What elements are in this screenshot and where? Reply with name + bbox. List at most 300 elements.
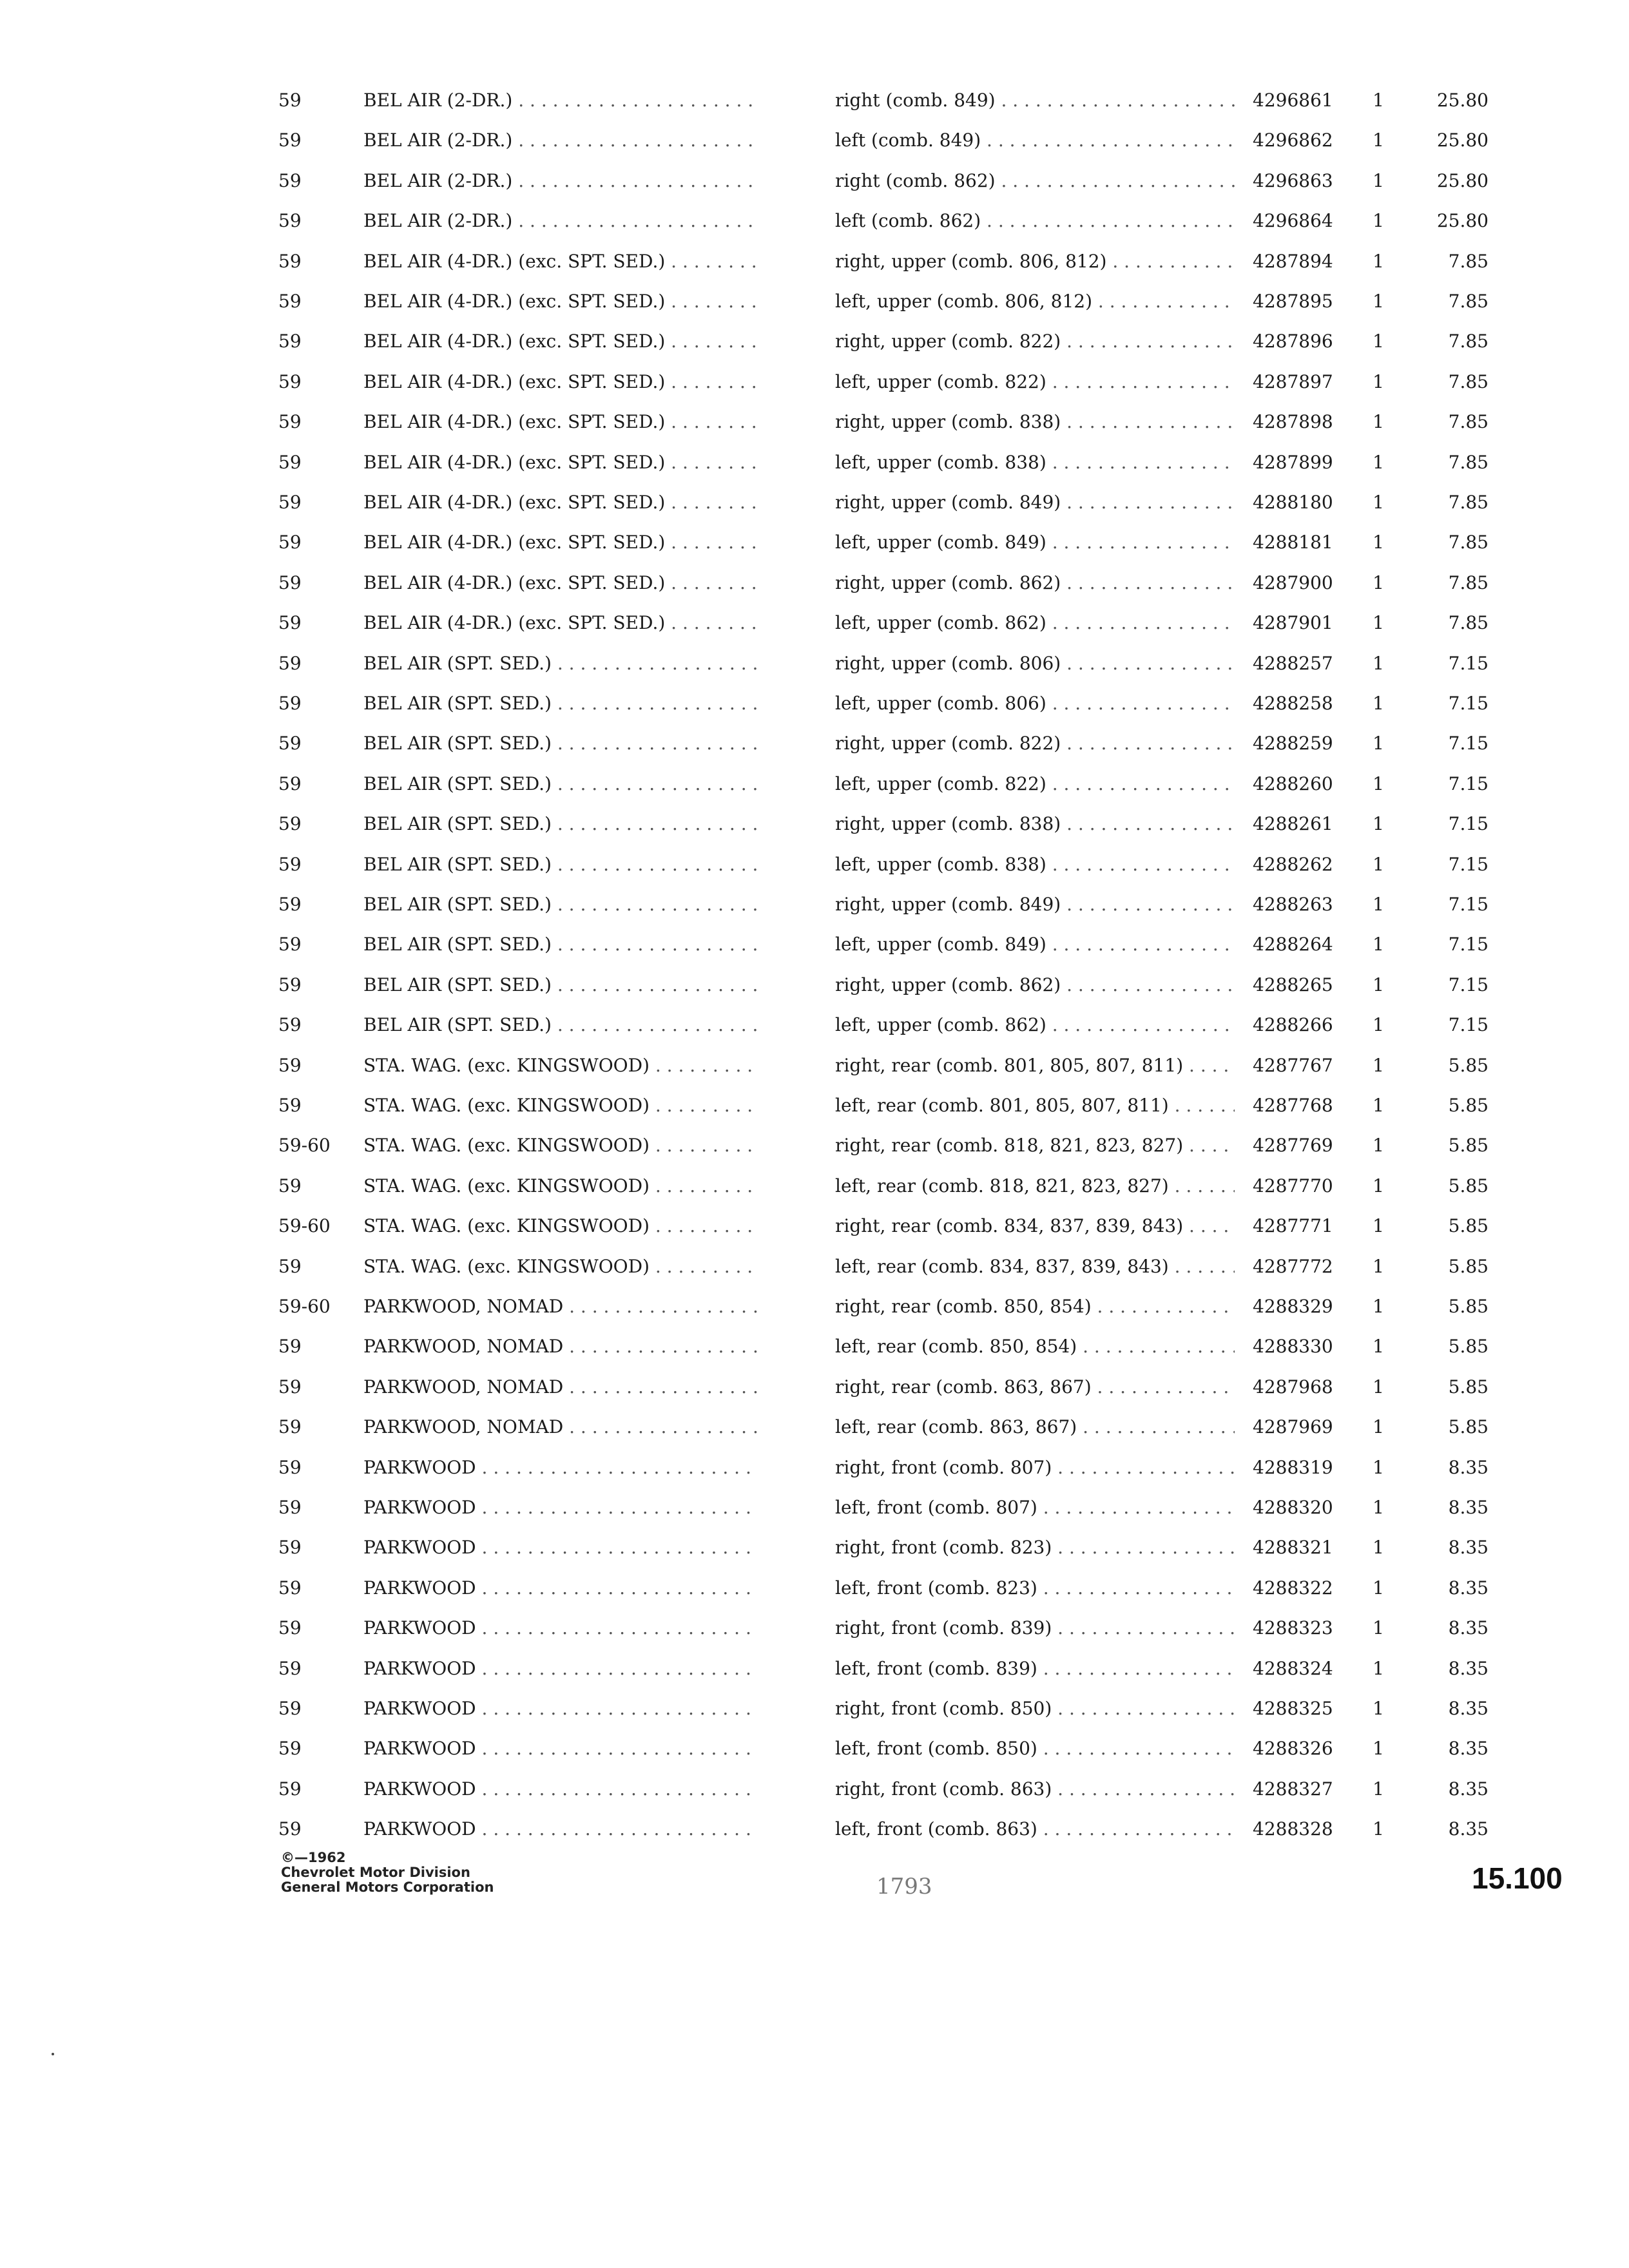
- row-model: BEL AIR (4-DR.) (exc. SPT. SED.) . . .: [363, 523, 758, 562]
- row-year: 59: [278, 130, 302, 151]
- row-model: BEL AIR (4-DR.) (exc. SPT. SED.) . . .: [363, 443, 758, 482]
- row-description: right, upper (comb. 822) . . .: [835, 322, 1235, 361]
- row-model: BEL AIR (SPT. SED.) . . .: [363, 845, 758, 884]
- table-row: [0, 1689, 1629, 1728]
- table-row: [0, 202, 1629, 240]
- table-row: [0, 1408, 1629, 1446]
- row-description: left, rear (comb. 801, 805, 807, 811) . . .: [835, 1086, 1235, 1125]
- table-row: [0, 1448, 1629, 1487]
- row-description: right, upper (comb. 862) . . .: [835, 966, 1235, 1004]
- row-part-number: 4288328: [1253, 1818, 1333, 1840]
- row-part-number: 4287895: [1253, 291, 1333, 312]
- row-part-number: 4287768: [1253, 1095, 1333, 1116]
- row-quantity: 1: [1373, 130, 1384, 151]
- row-part-number: 4287897: [1253, 371, 1333, 392]
- row-year: 59: [278, 1778, 302, 1800]
- table-row: [0, 1368, 1629, 1407]
- row-part-number: 4288321: [1253, 1537, 1333, 1558]
- row-description: left, upper (comb. 862) . . .: [835, 1006, 1235, 1044]
- row-price: 8.35: [1448, 1658, 1489, 1679]
- row-quantity: 1: [1373, 1055, 1384, 1076]
- table-row: [0, 403, 1629, 441]
- row-quantity: 1: [1373, 733, 1384, 754]
- row-part-number: 4288325: [1253, 1698, 1333, 1719]
- row-price: 5.85: [1448, 1256, 1489, 1277]
- row-quantity: 1: [1373, 1014, 1384, 1035]
- row-price: 5.85: [1448, 1175, 1489, 1196]
- row-model: BEL AIR (2-DR.) . . .: [363, 81, 758, 120]
- row-quantity: 1: [1373, 411, 1384, 432]
- row-year: 59: [278, 894, 302, 915]
- row-description: right, rear (comb. 818, 821, 823, 827) . . .: [835, 1126, 1235, 1165]
- row-description: left, rear (comb. 850, 854) . . .: [835, 1327, 1235, 1366]
- row-part-number: 4288265: [1253, 974, 1333, 995]
- row-model: STA. WAG. (exc. KINGSWOOD) . . .: [363, 1207, 758, 1245]
- row-year: 59: [278, 1497, 302, 1518]
- row-model: PARKWOOD . . .: [363, 1609, 758, 1648]
- row-year: 59: [278, 411, 302, 432]
- row-price: 5.85: [1448, 1376, 1489, 1398]
- row-part-number: 4287767: [1253, 1055, 1333, 1076]
- table-row: [0, 1528, 1629, 1567]
- row-year: 59: [278, 934, 302, 955]
- row-part-number: 4287899: [1253, 452, 1333, 473]
- row-price: 7.15: [1448, 693, 1489, 714]
- row-model: PARKWOOD . . .: [363, 1689, 758, 1728]
- row-price: 7.15: [1448, 974, 1489, 995]
- row-price: 8.35: [1448, 1738, 1489, 1759]
- row-price: 5.85: [1448, 1215, 1489, 1236]
- row-year: 59: [278, 210, 302, 231]
- row-quantity: 1: [1373, 251, 1384, 272]
- row-year: 59: [278, 1577, 302, 1599]
- row-quantity: 1: [1373, 693, 1384, 714]
- row-quantity: 1: [1373, 1416, 1384, 1437]
- table-row: [0, 1167, 1629, 1206]
- row-part-number: 4287969: [1253, 1416, 1333, 1437]
- row-part-number: 4288326: [1253, 1738, 1333, 1759]
- table-row: [0, 363, 1629, 401]
- row-part-number: 4288266: [1253, 1014, 1333, 1035]
- row-part-number: 4288322: [1253, 1577, 1333, 1599]
- row-price: 8.35: [1448, 1577, 1489, 1599]
- table-row: [0, 845, 1629, 884]
- row-part-number: 4288323: [1253, 1617, 1333, 1639]
- table-row: [0, 162, 1629, 200]
- row-model: STA. WAG. (exc. KINGSWOOD) . . .: [363, 1126, 758, 1165]
- row-description: right, upper (comb. 822) . . .: [835, 724, 1235, 763]
- row-part-number: 4288180: [1253, 492, 1333, 513]
- row-price: 7.15: [1448, 1014, 1489, 1035]
- row-price: 25.80: [1436, 210, 1489, 231]
- row-year: 59: [278, 251, 302, 272]
- row-model: STA. WAG. (exc. KINGSWOOD) . . .: [363, 1046, 758, 1085]
- row-model: PARKWOOD, NOMAD . . .: [363, 1287, 758, 1326]
- row-model: PARKWOOD . . .: [363, 1569, 758, 1608]
- row-part-number: 4288319: [1253, 1457, 1333, 1478]
- table-row: [0, 1086, 1629, 1125]
- row-part-number: 4287898: [1253, 411, 1333, 432]
- row-price: 5.85: [1448, 1135, 1489, 1156]
- row-part-number: 4288181: [1253, 532, 1333, 553]
- row-year: 59: [278, 1698, 302, 1719]
- table-row: [0, 765, 1629, 803]
- row-part-number: 4288324: [1253, 1658, 1333, 1679]
- row-price: 7.85: [1448, 291, 1489, 312]
- table-row: [0, 523, 1629, 562]
- row-part-number: 4287900: [1253, 572, 1333, 593]
- corporation-name: General Motors Corporation: [281, 1879, 494, 1895]
- row-part-number: 4287771: [1253, 1215, 1333, 1236]
- row-quantity: 1: [1373, 894, 1384, 915]
- row-year: 59: [278, 1336, 302, 1357]
- row-description: left, upper (comb. 838) . . .: [835, 443, 1235, 482]
- section-number: 15.100: [1472, 1861, 1563, 1895]
- row-year: 59-60: [278, 1215, 331, 1236]
- row-model: PARKWOOD . . .: [363, 1729, 758, 1768]
- row-model: PARKWOOD . . .: [363, 1528, 758, 1567]
- row-quantity: 1: [1373, 170, 1384, 191]
- table-row: [0, 483, 1629, 522]
- row-quantity: 1: [1373, 331, 1384, 352]
- row-part-number: 4288329: [1253, 1296, 1333, 1317]
- row-price: 7.15: [1448, 813, 1489, 834]
- row-quantity: 1: [1373, 532, 1384, 553]
- table-row: [0, 1207, 1629, 1245]
- row-description: left, rear (comb. 834, 837, 839, 843) . . .: [835, 1247, 1235, 1286]
- row-description: right (comb. 862) . . .: [835, 162, 1235, 200]
- row-description: right, upper (comb. 838) . . .: [835, 805, 1235, 843]
- row-description: left, rear (comb. 818, 821, 823, 827) . . .: [835, 1167, 1235, 1206]
- row-price: 8.35: [1448, 1698, 1489, 1719]
- table-row: [0, 1247, 1629, 1286]
- row-price: 5.85: [1448, 1095, 1489, 1116]
- row-model: BEL AIR (4-DR.) (exc. SPT. SED.) . . .: [363, 604, 758, 642]
- row-year: 59: [278, 693, 302, 714]
- row-price: 7.15: [1448, 653, 1489, 674]
- table-row: [0, 1488, 1629, 1527]
- table-row: [0, 1569, 1629, 1608]
- table-row: [0, 81, 1629, 120]
- table-row: [0, 1126, 1629, 1165]
- row-quantity: 1: [1373, 1497, 1384, 1518]
- row-price: 7.85: [1448, 532, 1489, 553]
- row-description: right, upper (comb. 849) . . .: [835, 885, 1235, 924]
- row-part-number: 4288330: [1253, 1336, 1333, 1357]
- row-model: PARKWOOD . . .: [363, 1448, 758, 1487]
- row-price: 25.80: [1436, 170, 1489, 191]
- row-part-number: 4288259: [1253, 733, 1333, 754]
- row-description: right, upper (comb. 806) . . .: [835, 644, 1235, 683]
- row-year: 59: [278, 371, 302, 392]
- row-price: 7.15: [1448, 773, 1489, 794]
- row-model: PARKWOOD . . .: [363, 1770, 758, 1809]
- row-quantity: 1: [1373, 1698, 1384, 1719]
- row-year: 59: [278, 974, 302, 995]
- row-year: 59: [278, 1095, 302, 1116]
- row-year: 59: [278, 1658, 302, 1679]
- row-model: BEL AIR (SPT. SED.) . . .: [363, 805, 758, 843]
- table-row: [0, 1006, 1629, 1044]
- row-part-number: 4288260: [1253, 773, 1333, 794]
- row-quantity: 1: [1373, 1256, 1384, 1277]
- row-price: 7.85: [1448, 331, 1489, 352]
- row-part-number: 4287968: [1253, 1376, 1333, 1398]
- row-description: right, upper (comb. 838) . . .: [835, 403, 1235, 441]
- row-quantity: 1: [1373, 1537, 1384, 1558]
- row-quantity: 1: [1373, 291, 1384, 312]
- row-part-number: 4288320: [1253, 1497, 1333, 1518]
- table-row: [0, 1810, 1629, 1849]
- row-part-number: 4287772: [1253, 1256, 1333, 1277]
- row-year: 59: [278, 452, 302, 473]
- row-price: 8.35: [1448, 1497, 1489, 1518]
- row-quantity: 1: [1373, 934, 1384, 955]
- row-model: PARKWOOD, NOMAD . . .: [363, 1408, 758, 1446]
- table-row: [0, 282, 1629, 321]
- row-quantity: 1: [1373, 813, 1384, 834]
- row-description: left (comb. 862) . . .: [835, 202, 1235, 240]
- row-quantity: 1: [1373, 452, 1384, 473]
- table-row: [0, 322, 1629, 361]
- row-quantity: 1: [1373, 572, 1384, 593]
- row-quantity: 1: [1373, 1175, 1384, 1196]
- row-model: BEL AIR (SPT. SED.) . . .: [363, 885, 758, 924]
- row-description: right (comb. 849) . . .: [835, 81, 1235, 120]
- row-year: 59: [278, 733, 302, 754]
- row-model: BEL AIR (4-DR.) (exc. SPT. SED.) . . .: [363, 322, 758, 361]
- row-quantity: 1: [1373, 653, 1384, 674]
- row-model: BEL AIR (SPT. SED.) . . .: [363, 765, 758, 803]
- table-row: [0, 966, 1629, 1004]
- row-price: 5.85: [1448, 1416, 1489, 1437]
- row-part-number: 4288262: [1253, 854, 1333, 875]
- row-price: 7.85: [1448, 251, 1489, 272]
- row-quantity: 1: [1373, 1457, 1384, 1478]
- row-part-number: 4287770: [1253, 1175, 1333, 1196]
- row-model: PARKWOOD . . .: [363, 1810, 758, 1849]
- row-description: left, front (comb. 823) . . .: [835, 1569, 1235, 1608]
- table-row: [0, 805, 1629, 843]
- row-model: STA. WAG. (exc. KINGSWOOD) . . .: [363, 1167, 758, 1206]
- row-part-number: 4288257: [1253, 653, 1333, 674]
- row-model: STA. WAG. (exc. KINGSWOOD) . . .: [363, 1247, 758, 1286]
- row-quantity: 1: [1373, 1095, 1384, 1116]
- row-price: 7.85: [1448, 371, 1489, 392]
- row-description: right, upper (comb. 862) . . .: [835, 564, 1235, 602]
- table-row: [0, 724, 1629, 763]
- row-quantity: 1: [1373, 1296, 1384, 1317]
- row-description: right, rear (comb. 863, 867) . . .: [835, 1368, 1235, 1407]
- row-price: 7.15: [1448, 934, 1489, 955]
- table-row: [0, 121, 1629, 160]
- copyright-year: ©—1962: [281, 1850, 346, 1865]
- table-row: [0, 1046, 1629, 1085]
- row-part-number: 4287894: [1253, 251, 1333, 272]
- row-description: left, rear (comb. 863, 867) . . .: [835, 1408, 1235, 1446]
- row-description: right, rear (comb. 834, 837, 839, 843) . . .: [835, 1207, 1235, 1245]
- row-description: right, upper (comb. 806, 812) . . .: [835, 242, 1235, 281]
- row-price: 5.85: [1448, 1336, 1489, 1357]
- row-model: BEL AIR (4-DR.) (exc. SPT. SED.) . . .: [363, 363, 758, 401]
- row-quantity: 1: [1373, 1135, 1384, 1156]
- row-price: 5.85: [1448, 1296, 1489, 1317]
- row-year: 59: [278, 532, 302, 553]
- row-price: 7.15: [1448, 894, 1489, 915]
- row-description: left, front (comb. 850) . . .: [835, 1729, 1235, 1768]
- row-price: 8.35: [1448, 1457, 1489, 1478]
- row-price: 8.35: [1448, 1617, 1489, 1639]
- row-year: 59: [278, 1055, 302, 1076]
- row-year: 59: [278, 90, 302, 111]
- row-part-number: 4296862: [1253, 130, 1333, 151]
- row-model: BEL AIR (4-DR.) (exc. SPT. SED.) . . .: [363, 483, 758, 522]
- table-row: [0, 604, 1629, 642]
- row-quantity: 1: [1373, 1818, 1384, 1840]
- row-quantity: 1: [1373, 1738, 1384, 1759]
- row-year: 59: [278, 1256, 302, 1277]
- row-description: right, front (comb. 863) . . .: [835, 1770, 1235, 1809]
- row-price: 7.85: [1448, 411, 1489, 432]
- row-year: 59-60: [278, 1296, 331, 1317]
- row-year: 59: [278, 1376, 302, 1398]
- row-year: 59: [278, 1617, 302, 1639]
- row-quantity: 1: [1373, 1658, 1384, 1679]
- row-year: 59: [278, 572, 302, 593]
- row-part-number: 4287901: [1253, 612, 1333, 633]
- row-description: left, upper (comb. 862) . . .: [835, 604, 1235, 642]
- row-model: BEL AIR (SPT. SED.) . . .: [363, 966, 758, 1004]
- row-part-number: 4288264: [1253, 934, 1333, 955]
- row-year: 59: [278, 612, 302, 633]
- row-quantity: 1: [1373, 1215, 1384, 1236]
- row-quantity: 1: [1373, 210, 1384, 231]
- row-quantity: 1: [1373, 773, 1384, 794]
- row-quantity: 1: [1373, 492, 1384, 513]
- row-year: 59: [278, 1537, 302, 1558]
- table-row: [0, 684, 1629, 723]
- row-model: BEL AIR (4-DR.) (exc. SPT. SED.) . . .: [363, 403, 758, 441]
- row-price: 8.35: [1448, 1537, 1489, 1558]
- row-year: 59: [278, 170, 302, 191]
- row-year: 59: [278, 773, 302, 794]
- row-quantity: 1: [1373, 90, 1384, 111]
- row-price: 7.85: [1448, 492, 1489, 513]
- row-description: right, rear (comb. 850, 854) . . .: [835, 1287, 1235, 1326]
- row-model: BEL AIR (2-DR.) . . .: [363, 202, 758, 240]
- table-row: [0, 242, 1629, 281]
- table-row: [0, 1609, 1629, 1648]
- row-price: 7.15: [1448, 854, 1489, 875]
- row-model: PARKWOOD . . .: [363, 1649, 758, 1688]
- row-model: BEL AIR (4-DR.) (exc. SPT. SED.) . . .: [363, 282, 758, 321]
- row-year: 59: [278, 331, 302, 352]
- row-description: right, rear (comb. 801, 805, 807, 811) . . .: [835, 1046, 1235, 1085]
- row-part-number: 4288261: [1253, 813, 1333, 834]
- row-model: BEL AIR (SPT. SED.) . . .: [363, 925, 758, 964]
- row-description: left, upper (comb. 849) . . .: [835, 925, 1235, 964]
- row-model: BEL AIR (SPT. SED.) . . .: [363, 1006, 758, 1044]
- table-row: [0, 1770, 1629, 1809]
- row-description: right, upper (comb. 849) . . .: [835, 483, 1235, 522]
- row-model: BEL AIR (SPT. SED.) . . .: [363, 644, 758, 683]
- row-model: PARKWOOD . . .: [363, 1488, 758, 1527]
- row-year: 59: [278, 854, 302, 875]
- table-row: [0, 925, 1629, 964]
- row-model: BEL AIR (4-DR.) (exc. SPT. SED.) . . .: [363, 242, 758, 281]
- row-part-number: 4296861: [1253, 90, 1333, 111]
- page-number: 1793: [876, 1874, 932, 1899]
- row-part-number: 4288258: [1253, 693, 1333, 714]
- row-quantity: 1: [1373, 1617, 1384, 1639]
- table-row: [0, 644, 1629, 683]
- row-description: left, upper (comb. 806, 812) . . .: [835, 282, 1235, 321]
- row-year: 59: [278, 291, 302, 312]
- table-row: [0, 1729, 1629, 1768]
- row-description: left, front (comb. 807) . . .: [835, 1488, 1235, 1527]
- table-row: [0, 1287, 1629, 1326]
- row-quantity: 1: [1373, 854, 1384, 875]
- row-model: BEL AIR (2-DR.) . . .: [363, 162, 758, 200]
- row-description: left, upper (comb. 838) . . .: [835, 845, 1235, 884]
- row-year: 59: [278, 1175, 302, 1196]
- row-description: left, upper (comb. 822) . . .: [835, 363, 1235, 401]
- row-price: 5.85: [1448, 1055, 1489, 1076]
- row-year: 59: [278, 1738, 302, 1759]
- row-price: 25.80: [1436, 130, 1489, 151]
- table-row: [0, 564, 1629, 602]
- scan-speck: [52, 2053, 54, 2055]
- row-description: right, front (comb. 850) . . .: [835, 1689, 1235, 1728]
- row-model: BEL AIR (4-DR.) (exc. SPT. SED.) . . .: [363, 564, 758, 602]
- row-description: left, upper (comb. 822) . . .: [835, 765, 1235, 803]
- row-year: 59: [278, 813, 302, 834]
- row-quantity: 1: [1373, 612, 1384, 633]
- row-year: 59: [278, 1014, 302, 1035]
- row-quantity: 1: [1373, 1778, 1384, 1800]
- row-year: 59: [278, 1416, 302, 1437]
- row-part-number: 4296864: [1253, 210, 1333, 231]
- row-part-number: 4288327: [1253, 1778, 1333, 1800]
- row-description: right, front (comb. 807) . . .: [835, 1448, 1235, 1487]
- row-quantity: 1: [1373, 974, 1384, 995]
- row-price: 7.85: [1448, 452, 1489, 473]
- copyright-notice: [281, 1850, 494, 1895]
- row-description: right, front (comb. 823) . . .: [835, 1528, 1235, 1567]
- row-description: left, upper (comb. 849) . . .: [835, 523, 1235, 562]
- row-model: BEL AIR (2-DR.) . . .: [363, 121, 758, 160]
- row-year: 59: [278, 1818, 302, 1840]
- table-row: [0, 443, 1629, 482]
- table-row: [0, 1649, 1629, 1688]
- row-year: 59: [278, 492, 302, 513]
- row-model: PARKWOOD, NOMAD . . .: [363, 1327, 758, 1366]
- row-quantity: 1: [1373, 1376, 1384, 1398]
- row-part-number: 4287769: [1253, 1135, 1333, 1156]
- row-model: PARKWOOD, NOMAD . . .: [363, 1368, 758, 1407]
- row-year: 59-60: [278, 1135, 331, 1156]
- row-price: 8.35: [1448, 1778, 1489, 1800]
- row-description: left (comb. 849) . . .: [835, 121, 1235, 160]
- row-quantity: 1: [1373, 1577, 1384, 1599]
- row-price: 8.35: [1448, 1818, 1489, 1840]
- row-year: 59: [278, 1457, 302, 1478]
- division-name: Chevrolet Motor Division: [281, 1865, 470, 1880]
- row-model: STA. WAG. (exc. KINGSWOOD) . . .: [363, 1086, 758, 1125]
- row-part-number: 4296863: [1253, 170, 1333, 191]
- row-year: 59: [278, 653, 302, 674]
- row-price: 7.15: [1448, 733, 1489, 754]
